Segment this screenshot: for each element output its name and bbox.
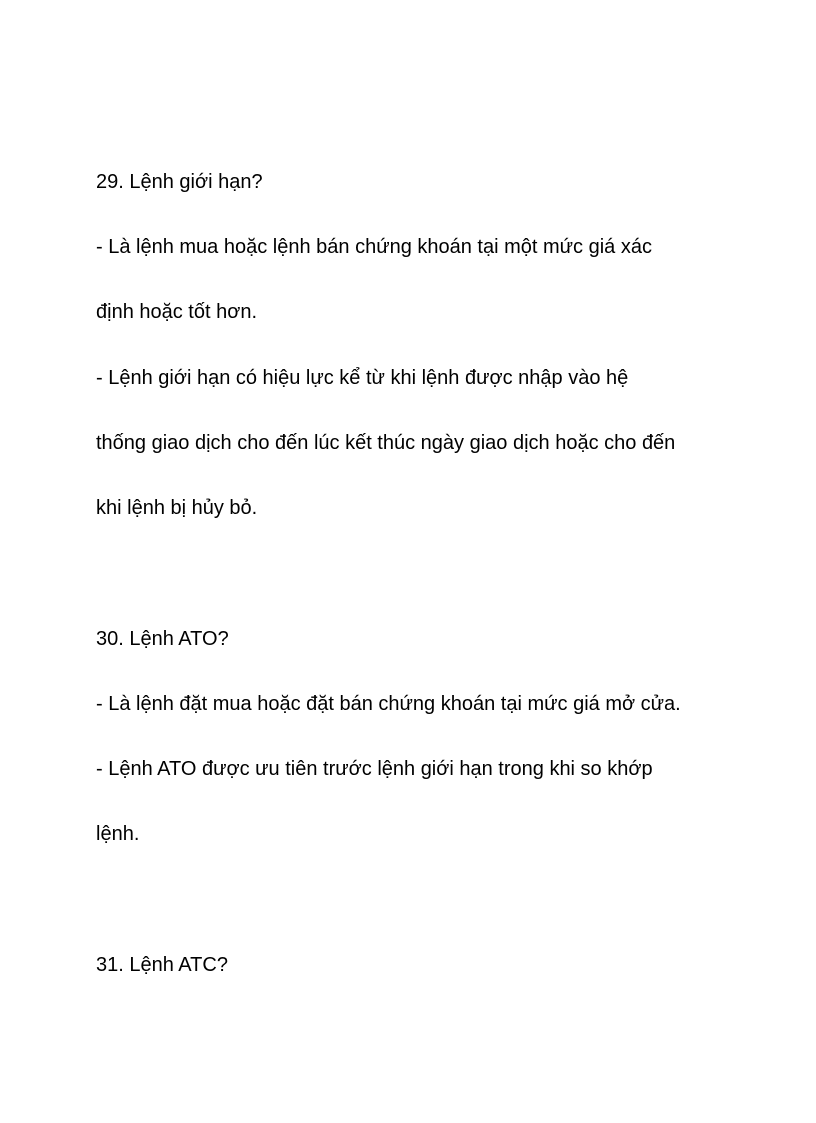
paragraph-line: - Là lệnh mua hoặc lệnh bán chứng khoán tại một mức giá xác (96, 236, 652, 258)
paragraph-line: thống giao dịch cho đến lúc kết thúc ngày giao dịch hoặc cho đến (96, 432, 676, 454)
section-heading-31: 31. Lệnh ATC? (96, 954, 228, 976)
paragraph-line: - Lệnh ATO được ưu tiên trước lệnh giới hạn trong khi so khớp (96, 758, 653, 780)
paragraph-line: định hoặc tốt hơn. (96, 301, 258, 323)
paragraph-line: - Là lệnh đặt mua hoặc đặt bán chứng khoán tại mức giá mở cửa. (96, 693, 681, 715)
section-heading-29: 29. Lệnh giới hạn? (96, 171, 263, 193)
section-heading-30: 30. Lệnh ATO? (96, 628, 229, 650)
paragraph-line: lệnh. (96, 823, 140, 845)
paragraph-line: khi lệnh bị hủy bỏ. (96, 497, 258, 519)
paragraph-line: - Lệnh giới hạn có hiệu lực kể từ khi lệnh được nhập vào hệ (96, 367, 629, 389)
